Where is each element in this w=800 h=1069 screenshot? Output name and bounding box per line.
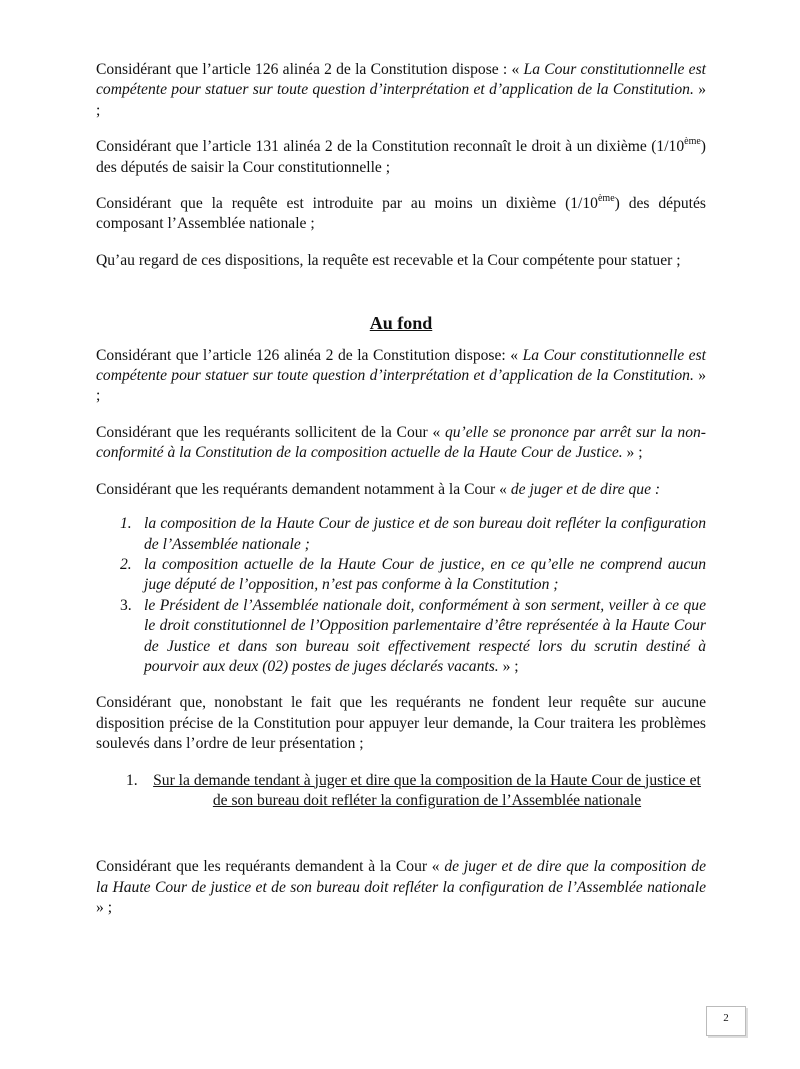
list-number: 1. [120, 515, 132, 533]
paragraph-article-126-fond [96, 346, 706, 407]
text: Considérant que l’article 131 alinéa 2 de la Constitution reconnaît le droit à un dixième (1/10 [96, 138, 685, 156]
text: Considérant que la requête est introduite par au moins un dixième (1/10 [96, 195, 598, 213]
superscript: ème [597, 193, 615, 205]
list-item [96, 596, 706, 678]
list-number: 3. [120, 596, 132, 614]
list-item [96, 514, 706, 555]
quote: La Cour constitutionnelle est compétente pour statuer sur toute question d’interprétation et d’application de la Constitution. [96, 346, 706, 385]
text: » ; [96, 81, 706, 119]
document-page [96, 60, 706, 935]
list-text: la composition de la Haute Cour de justice et de son bureau doit refléter la configuration de l’Assemblée nationale ; [144, 515, 706, 553]
sub-heading-number: 1. [126, 771, 138, 789]
paragraph-article-131 [96, 137, 706, 178]
quote: de juger et de dire que : [510, 480, 661, 498]
paragraph-sollicitent [96, 423, 706, 464]
list-item [96, 555, 706, 596]
page-number-box [706, 1006, 746, 1036]
text: Considérant que les requérants demandent à la Cour « [96, 858, 445, 876]
text: » ; [622, 444, 643, 462]
paragraph-recevable: Qu’au regard de ces dispositions, la requête est recevable et la Cour compétente pour statuer ; [96, 251, 681, 269]
text: » ; [96, 367, 706, 405]
list-text: le Président de l’Assemblée nationale doit, conformément à son serment, veiller à ce que le droit constitutionnel de l’Opposition parlementaire d’être représentée à la Haute Cour de Justice et dans son bureau soit effectivement respecté lors du scrutin destiné à pourvoir aux deux (02) postes de juges déclarés vacants. [144, 596, 706, 675]
quote: de juger et de dire que la composition de la Haute Cour de justice et de son bureau doit refléter la configuration de l’Assemblée nationale [96, 858, 707, 896]
text: Considérant que les requérants sollicitent de la Cour « [96, 423, 445, 441]
sub-heading-text: Sur la demande tendant à juger et dire que la composition de la Haute Cour de justice et de son bureau doit refléter la configuration de l’Assemblée nationale [153, 771, 701, 809]
superscript: ème [684, 136, 701, 148]
section-heading-au-fond: Au fond [369, 313, 433, 334]
page-number: 2 [723, 1012, 729, 1024]
list-number: 2. [120, 555, 132, 573]
requests-list [96, 514, 706, 677]
quote: La Cour constitutionnelle est compétente pour statuer sur toute question d’interprétation et d’application de la Constitution. [96, 61, 706, 99]
text: Considérant que l’article 126 alinéa 2 de la Constitution dispose : « [96, 61, 524, 78]
quote: qu’elle se prononce par arrêt sur la non-conformité à la Constitution de la composition actuelle de la Haute Cour de Justice. [96, 423, 706, 462]
list-text: la composition actuelle de la Haute Cour de justice, en ce qu’elle ne comprend aucun juge député de l’opposition, n’est pas conforme à la Constitution ; [144, 555, 706, 594]
text: Considérant que les requérants demandent notamment à la Cour « [96, 480, 511, 498]
text: ) des députés composant l’Assemblée nationale ; [96, 195, 706, 233]
list-tail: » ; [498, 657, 519, 675]
sub-heading-composition [96, 771, 706, 812]
paragraph-demandent-composition [96, 857, 706, 918]
paragraph-article-126-recevabilite [96, 60, 706, 121]
paragraph-nonobstant: Considérant que, nonobstant le fait que les requérants ne fondent leur requête sur aucune disposition précise de la Constitution pour appuyer leur demande, la Cour traitera les problèmes soulevés dans l’ordre de leur présentation ; [96, 694, 706, 753]
text: » ; [96, 899, 113, 917]
paragraph-demandent-notamment [96, 480, 706, 500]
text: Considérant que l’article 126 alinéa 2 de la Constitution dispose: « [96, 346, 523, 364]
text: ) des députés de saisir la Cour constitutionnelle ; [96, 138, 706, 176]
paragraph-requete-dixieme [96, 194, 706, 235]
